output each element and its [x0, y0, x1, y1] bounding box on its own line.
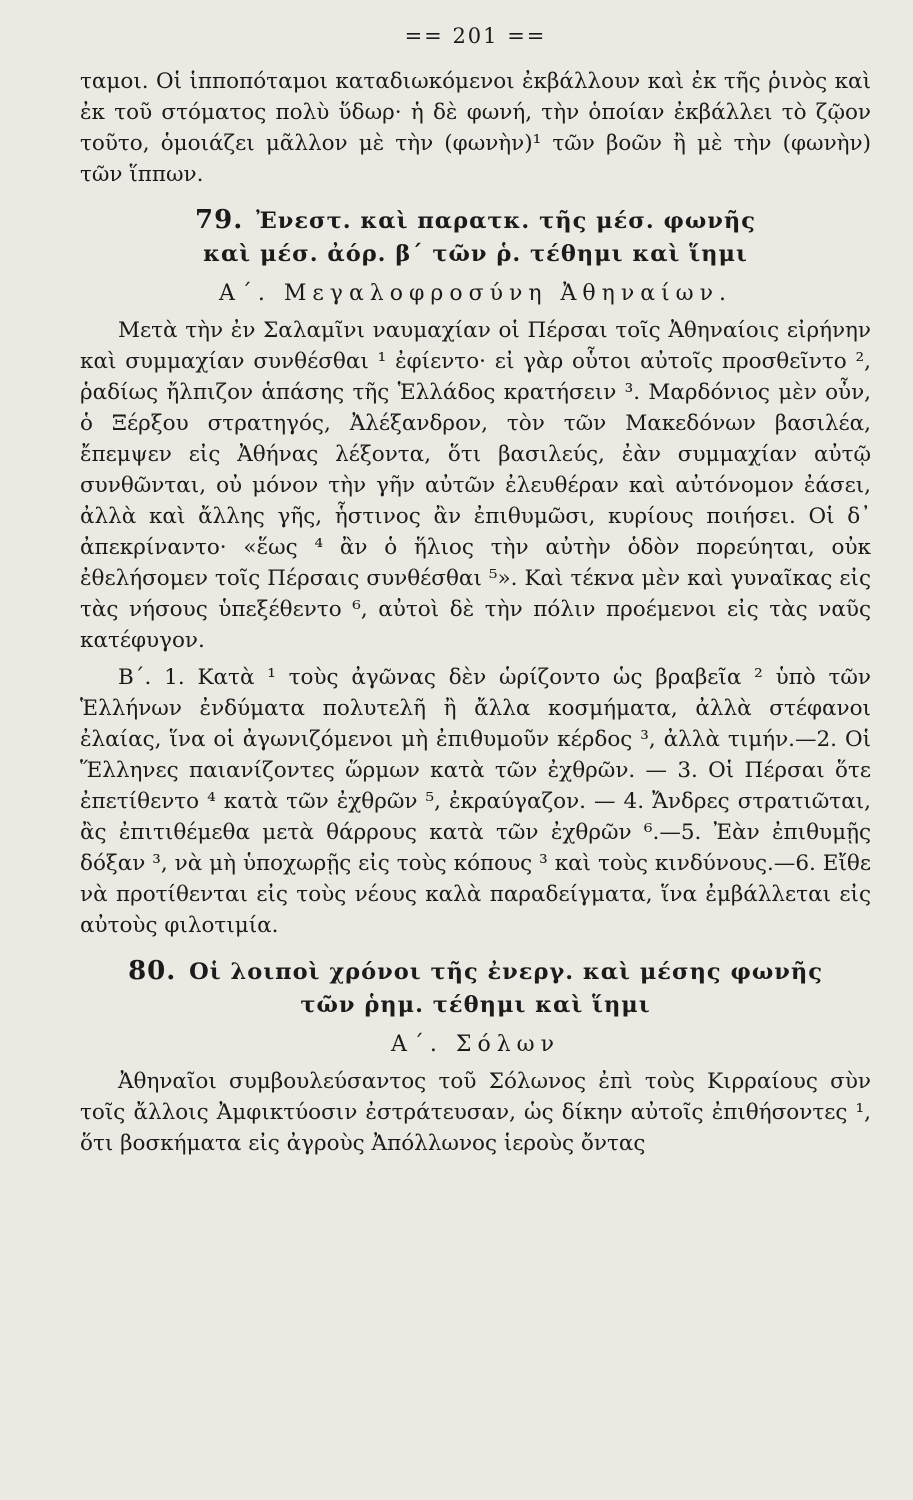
- section-79-paragraph-a: Μετὰ τὴν ἐν Σαλαμῖνι ναυμαχίαν οἱ Πέρσαι τοῖς Ἀθηναίοις εἰρήνην καὶ συμμαχίαν συνθέσθαι ¹ ἐφίεντο· εἰ γὰρ οὗτοι αὐτοῖς προσθεῖντο ², ῥαδίως ἤλπιζον ἁπάσης τῆς Ἑλλάδος κρατήσειν ³. Μαρδόνιος μὲν οὖν, ὁ Ξέρξου στρατηγός, Ἀλέξανδρον, τὸν τῶν Μακεδόνων βασιλέα, ἔπεμψεν εἰς Ἀθήνας λέξοντα, ὅτι βασιλεύς, ἐὰν συμμαχίαν αὐτῷ συνθῶνται, οὐ μόνον τὴν γῆν αὐτῶν ἐλευθέραν καὶ αὐτόνομον ἐάσει, ἀλλὰ καὶ ἄλλης γῆς, ἧστινος ἂν ἐπιθυμῶσι, κυρίους ποιήσει. Οἱ δ᾽ ἀπεκρίναντο· «ἕως ⁴ ἂν ὁ ἥλιος τὴν αὐτὴν ὁδὸν πορεύηται, οὐκ ἐθελήσομεν τοῖς Πέρσαις συνθέσθαι ⁵». Καὶ τέκνα μὲν καὶ γυναῖκας εἰς τὰς νήσους ὑπεξέθεντο ⁶, αὐτοὶ δὲ τὴν πόλιν προέμενοι εἰς τὰς ναῦς κατέφυγον.: [80, 318, 871, 653]
- intro-paragraph: ταμοι. Οἱ ἱπποπόταμοι καταδιωκόμενοι ἐκβάλλουν καὶ ἐκ τῆς ῥινὸς καὶ ἐκ τοῦ στόματος πολὺ ὕδωρ· ἡ δὲ φωνή, τὴν ὁποίαν ἐκβάλλει τὸ ζῷον τοῦτο, ὁμοιάζει μᾶλλον μὲ τὴν (φωνὴν)¹ τῶν βοῶν ἢ μὲ τὴν (φωνὴν) τῶν ἵππων.: [80, 69, 871, 187]
- section-80-paragraph-a: Ἀθηναῖοι συμβουλεύσαντος τοῦ Σόλωνος ἐπὶ τοὺς Κιρραίους σὺν τοῖς ἄλλοις Ἀμφικτύοσιν ἐστράτευσαν, ὡς δίκην αὐτοῖς ἐπιθήσοντες ¹, ὅτι βοσκήματα εἰς ἀγροὺς Ἀπόλλωνος ἱεροὺς ὄντας: [80, 1069, 871, 1156]
- section-79-number: 79.: [195, 205, 244, 235]
- section-79-subtitle: Α΄. Μεγαλοφροσύνη Ἀθηναίων.: [219, 281, 732, 306]
- section-79-title-line1: Ἐνεστ. καὶ παρατκ. τῆς μέσ. φωνῆς: [256, 208, 756, 234]
- section-80-number: 80.: [128, 956, 177, 986]
- section-79-paragraph-b: Β΄. 1. Κατὰ ¹ τοὺς ἀγῶνας δὲν ὡρίζοντο ὡς βραβεῖα ² ὑπὸ τῶν Ἑλλήνων ἐνδύματα πολυτελῆ ἢ ἄλλα κοσμήματα, ἀλλὰ στέφανοι ἐλαίας, ἵνα οἱ ἀγωνιζόμενοι μὴ ἐπιθυμοῦν κέρδος ³, ἀλλὰ τιμήν.—2. Οἱ Ἕλληνες παιανίζοντες ὥρμων κατὰ τῶν ἐχθρῶν. — 3. Οἱ Πέρσαι ὅτε ἐπετίθεντο ⁴ κατὰ τῶν ἐχθρῶν ⁵, ἐκραύγαζον. — 4. Ἄνδρες στρατιῶται, ἂς ἐπιτιθέμεθα μετὰ θάρρους κατὰ τῶν ἐχθρῶν ⁶.—5. Ἐὰν ἐπιθυμῇς δόξαν ³, νὰ μὴ ὑποχωρῇς εἰς τοὺς κόπους ³ καὶ τοὺς κινδύνους.—6. Εἴθε νὰ προτίθενται εἰς τοὺς νέους καλὰ παραδείγματα, ἵνα ἐμβάλλεται εἰς αὐτοὺς φιλοτιμία.: [80, 665, 871, 938]
- section-80-subtitle: Α΄. Σόλων: [391, 1032, 560, 1057]
- section-80-title-line2: τῶν ῥημ. τέθημι καὶ ἵημι: [300, 992, 651, 1018]
- page-number-header: == 201 ==: [404, 24, 547, 48]
- section-79-heading-line1: [80, 204, 871, 238]
- section-80-heading-line1: [80, 955, 871, 989]
- section-79-heading: [80, 204, 871, 271]
- section-80-heading: [80, 955, 871, 1022]
- section-79-title-line2: καὶ μέσ. ἀόρ. β΄ τῶν ῥ. τέθημι καὶ ἵημι: [203, 241, 748, 267]
- section-80-title-line1: Οἱ λοιποὶ χρόνοι τῆς ἐνεργ. καὶ μέσης φωνῆς: [189, 959, 823, 985]
